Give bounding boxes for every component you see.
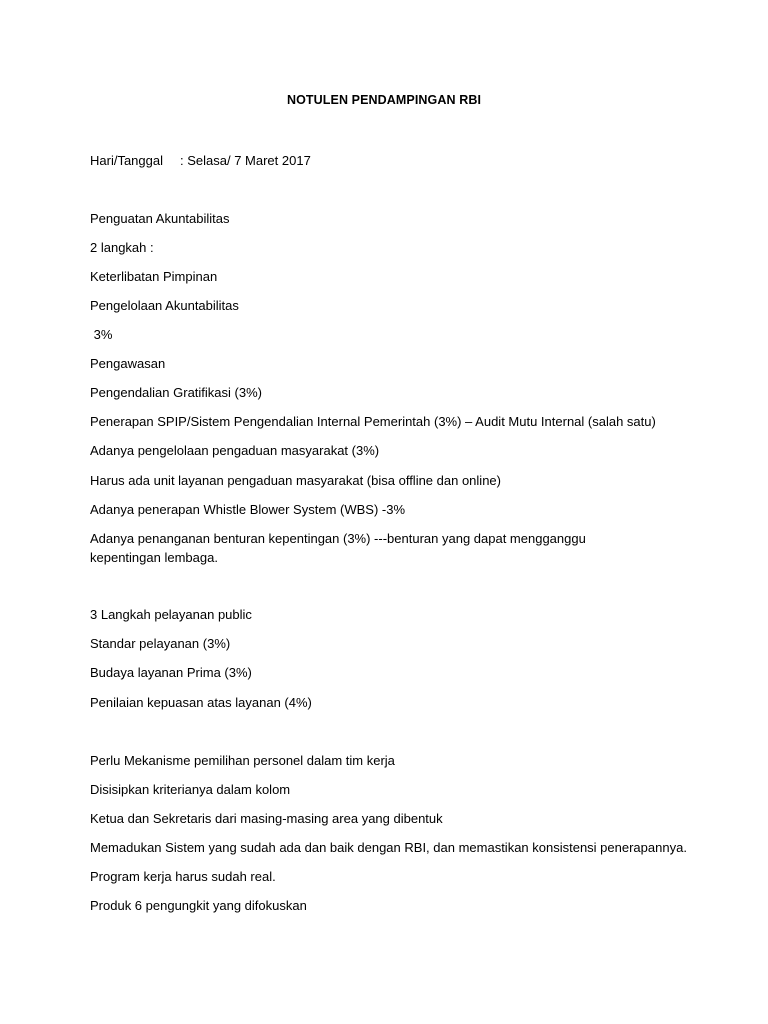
paragraph-line: Pengawasan [90, 356, 166, 371]
paragraph-line: 3% [90, 327, 113, 342]
paragraph-line: Adanya penerapan Whistle Blower System (WBS) -3% [90, 502, 406, 517]
paragraph-line: Program kerja harus sudah real. [90, 869, 276, 884]
paragraph-line: Adanya pengelolaan pengaduan masyarakat (3%) [90, 443, 380, 458]
paragraph-line: Keterlibatan Pimpinan [90, 269, 218, 284]
date-label: Hari/Tanggal [90, 153, 163, 168]
document-title: NOTULEN PENDAMPINGAN RBI [286, 93, 482, 107]
paragraph-line: Pengendalian Gratifikasi (3%) [90, 385, 262, 400]
paragraph-line: Pengelolaan Akuntabilitas [90, 298, 239, 313]
paragraph-line: Harus ada unit layanan pengaduan masyarakat (bisa offline dan online) [90, 473, 501, 488]
paragraph-line: Penerapan SPIP/Sistem Pengendalian Internal Pemerintah (3%) – Audit Mutu Internal (salah satu) [90, 414, 656, 429]
paragraph-line: Ketua dan Sekretaris dari masing-masing area yang dibentuk [90, 811, 443, 826]
paragraph-line: Adanya penanganan benturan kepentingan (3%) ---benturan yang dapat mengganggu kepentingan lembaga. [90, 531, 586, 565]
date-value: : Selasa/ 7 Maret 2017 [180, 153, 311, 168]
paragraph-line: Perlu Mekanisme pemilihan personel dalam tim kerja [90, 753, 395, 768]
section-heading-akuntabilitas: Penguatan Akuntabilitas [90, 211, 230, 226]
paragraph-line: Penilaian kepuasan atas layanan (4%) [90, 695, 312, 710]
paragraph-line: Budaya layanan Prima (3%) [90, 665, 252, 680]
date-row [90, 151, 670, 170]
paragraph-line: Standar pelayanan (3%) [90, 636, 231, 651]
paragraph-line: Memadukan Sistem yang sudah ada dan baik dengan RBI, dan memastikan konsistensi penerapannya. [90, 840, 687, 855]
paragraph-line: Produk 6 pengungkit yang difokuskan [90, 898, 307, 913]
paragraph-line: 2 langkah : [90, 240, 154, 255]
paragraph-line: Disisipkan kriterianya dalam kolom [90, 782, 291, 797]
section-heading-pelayanan: 3 Langkah pelayanan public [90, 607, 252, 622]
